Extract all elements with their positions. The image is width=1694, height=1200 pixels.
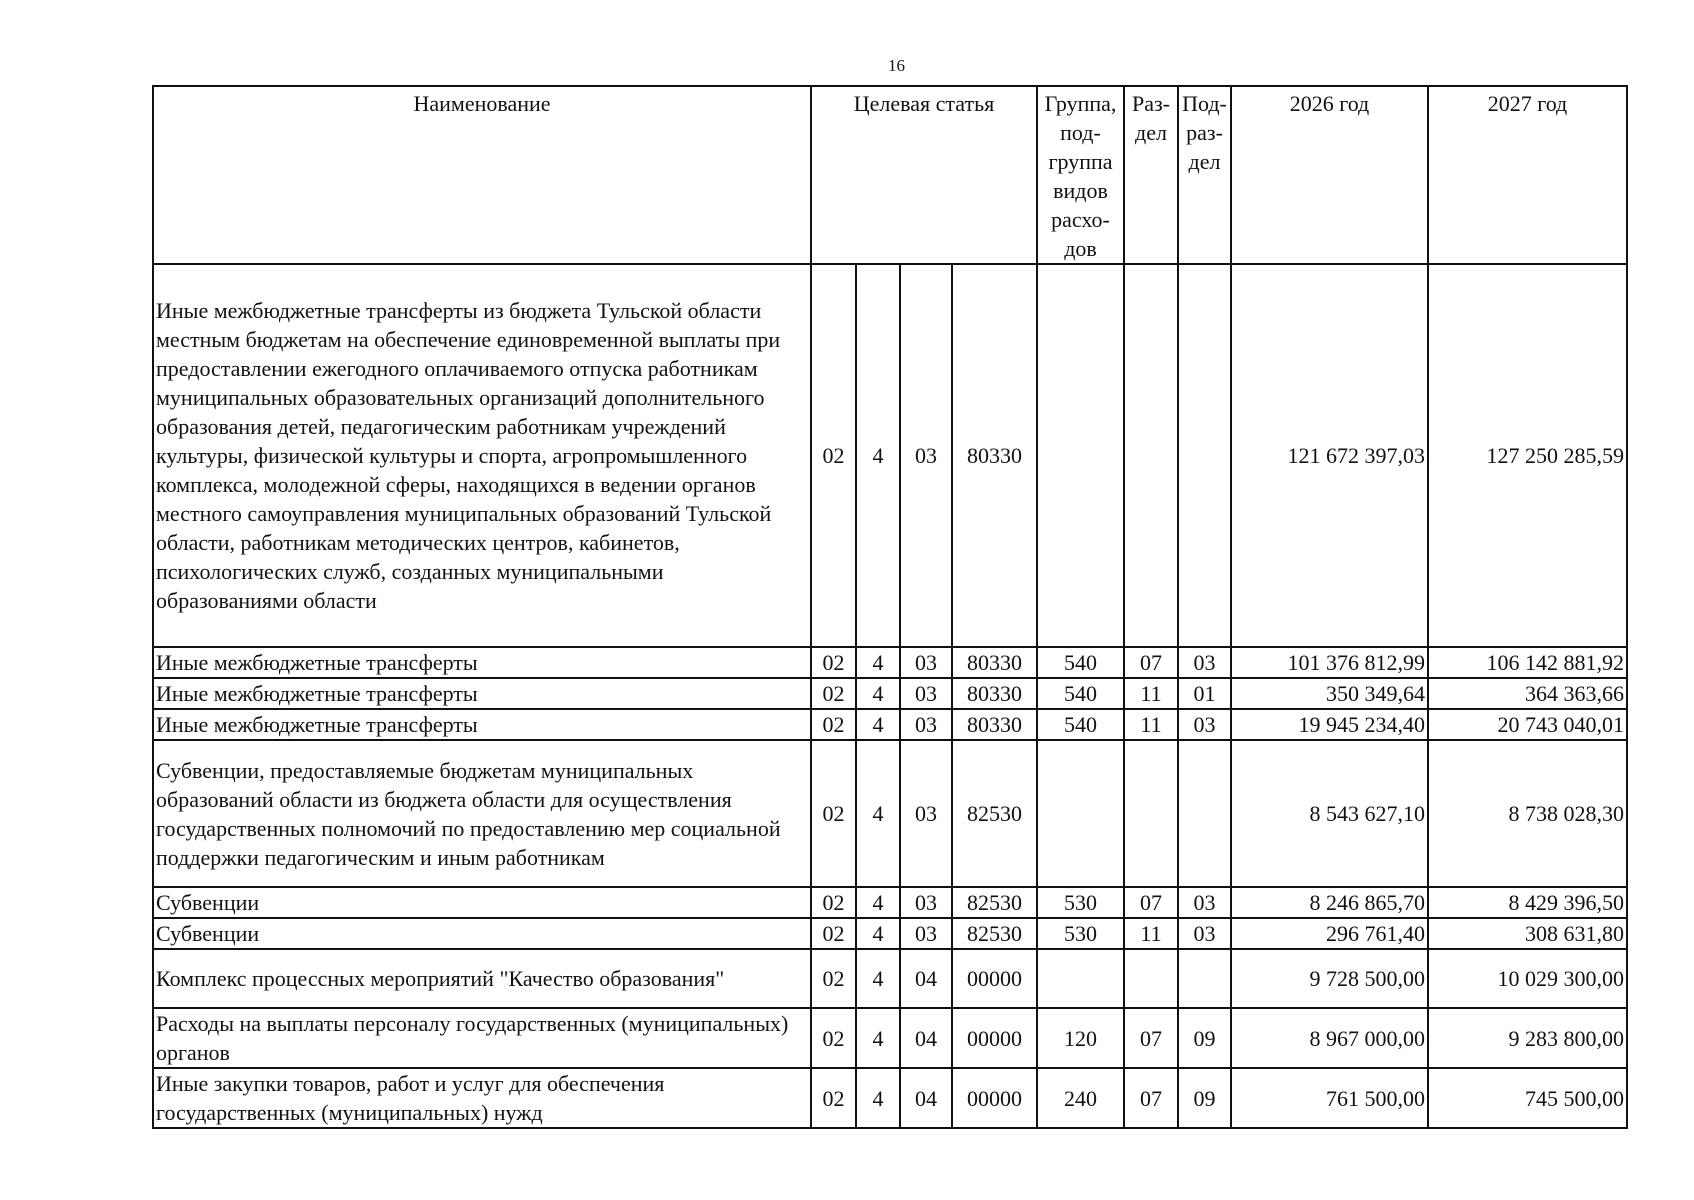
cell-y2027: 20 743 040,01	[1428, 709, 1627, 740]
cell-y2026: 19 945 234,40	[1231, 709, 1428, 740]
cell-section: 07	[1124, 1068, 1178, 1128]
cell-t2: 4	[856, 678, 900, 709]
cell-t3: 04	[900, 1008, 952, 1068]
cell-group: 530	[1037, 918, 1124, 949]
table-row	[153, 918, 1627, 949]
cell-y2027: 364 363,66	[1428, 678, 1627, 709]
cell-t3: 03	[900, 264, 952, 647]
cell-t2: 4	[856, 1008, 900, 1068]
cell-name: Расходы на выплаты персоналу государственных (муниципальных) органов	[153, 1008, 811, 1068]
cell-section	[1124, 264, 1178, 647]
cell-y2026: 296 761,40	[1231, 918, 1428, 949]
cell-y2026: 9 728 500,00	[1231, 949, 1428, 1008]
table-row	[153, 1068, 1627, 1128]
cell-t4: 00000	[952, 1068, 1037, 1128]
header-2027: 2027 год	[1428, 86, 1627, 264]
cell-y2026: 8 967 000,00	[1231, 1008, 1428, 1068]
cell-subsection	[1178, 264, 1231, 647]
cell-y2027: 308 631,80	[1428, 918, 1627, 949]
cell-name: Иные закупки товаров, работ и услуг для обеспечения государственных (муниципальных) нужд	[153, 1068, 811, 1128]
cell-t1: 02	[811, 949, 856, 1008]
cell-y2027: 9 283 800,00	[1428, 1008, 1627, 1068]
cell-t2: 4	[856, 740, 900, 887]
cell-t1: 02	[811, 709, 856, 740]
table-row	[153, 740, 1627, 887]
cell-t4: 80330	[952, 678, 1037, 709]
header-name: Наименование	[153, 86, 811, 264]
cell-group	[1037, 740, 1124, 887]
cell-subsection: 01	[1178, 678, 1231, 709]
header-section: Раз- дел	[1124, 86, 1178, 264]
cell-t1: 02	[811, 740, 856, 887]
cell-t1: 02	[811, 1008, 856, 1068]
cell-section: 07	[1124, 647, 1178, 678]
cell-subsection: 03	[1178, 918, 1231, 949]
table-row	[153, 709, 1627, 740]
cell-t4: 82530	[952, 887, 1037, 918]
cell-subsection: 03	[1178, 647, 1231, 678]
cell-t4: 80330	[952, 647, 1037, 678]
cell-t2: 4	[856, 949, 900, 1008]
cell-t1: 02	[811, 887, 856, 918]
cell-y2027: 106 142 881,92	[1428, 647, 1627, 678]
cell-subsection: 09	[1178, 1008, 1231, 1068]
cell-t4: 80330	[952, 709, 1037, 740]
header-group: Группа, под- группа видов расхо- дов	[1037, 86, 1124, 264]
cell-y2026: 8 543 627,10	[1231, 740, 1428, 887]
cell-t2: 4	[856, 709, 900, 740]
cell-section: 07	[1124, 887, 1178, 918]
cell-t1: 02	[811, 264, 856, 647]
cell-group: 530	[1037, 887, 1124, 918]
cell-t3: 03	[900, 740, 952, 887]
cell-group: 540	[1037, 647, 1124, 678]
cell-y2026: 350 349,64	[1231, 678, 1428, 709]
header-subsection: Под- раз- дел	[1178, 86, 1231, 264]
cell-section: 11	[1124, 678, 1178, 709]
cell-subsection: 03	[1178, 887, 1231, 918]
cell-name: Иные межбюджетные трансферты	[153, 647, 811, 678]
cell-t1: 02	[811, 678, 856, 709]
cell-name: Иные межбюджетные трансферты	[153, 709, 811, 740]
cell-name: Субвенции	[153, 887, 811, 918]
header-target: Целевая статья	[811, 86, 1037, 264]
cell-t4: 82530	[952, 918, 1037, 949]
cell-t4: 80330	[952, 264, 1037, 647]
table-row	[153, 949, 1627, 1008]
cell-name: Субвенции	[153, 918, 811, 949]
cell-y2026: 8 246 865,70	[1231, 887, 1428, 918]
table-row	[153, 678, 1627, 709]
cell-group: 540	[1037, 678, 1124, 709]
header-row	[153, 86, 1627, 264]
cell-t3: 03	[900, 678, 952, 709]
table-row	[153, 647, 1627, 678]
cell-t2: 4	[856, 887, 900, 918]
cell-subsection	[1178, 949, 1231, 1008]
cell-subsection: 09	[1178, 1068, 1231, 1128]
cell-group: 540	[1037, 709, 1124, 740]
cell-y2027: 745 500,00	[1428, 1068, 1627, 1128]
cell-t3: 04	[900, 949, 952, 1008]
cell-y2026: 121 672 397,03	[1231, 264, 1428, 647]
cell-name: Иные межбюджетные трансферты из бюджета Тульской области местным бюджетам на обеспечение единовременной выплаты при предоставлении ежегодного оплачиваемого отпуска работникам муниципальных образовательных организаций дополнительного образования детей, педагогическим работникам учреждений культуры, физической культуры и спорта, агропромышленного комплекса, молодежной сферы, находящихся в ведении органов местного самоуправления муниципальных образований Тульской области, работникам методических центров, кабинетов, психологических служб, созданных муниципальными образованиями области	[153, 264, 811, 647]
cell-y2027: 127 250 285,59	[1428, 264, 1627, 647]
cell-section	[1124, 740, 1178, 887]
page-number: 16	[888, 56, 905, 75]
cell-y2027: 10 029 300,00	[1428, 949, 1627, 1008]
cell-t3: 04	[900, 1068, 952, 1128]
table-row	[153, 887, 1627, 918]
cell-t3: 03	[900, 887, 952, 918]
cell-subsection	[1178, 740, 1231, 887]
table-row	[153, 1008, 1627, 1068]
cell-group	[1037, 264, 1124, 647]
cell-y2027: 8 429 396,50	[1428, 887, 1627, 918]
cell-group: 120	[1037, 1008, 1124, 1068]
cell-t2: 4	[856, 1068, 900, 1128]
cell-group: 240	[1037, 1068, 1124, 1128]
cell-t2: 4	[856, 918, 900, 949]
cell-t4: 00000	[952, 1008, 1037, 1068]
cell-group	[1037, 949, 1124, 1008]
cell-y2026: 101 376 812,99	[1231, 647, 1428, 678]
cell-t1: 02	[811, 647, 856, 678]
cell-name: Субвенции, предоставляемые бюджетам муниципальных образований области из бюджета области для осуществления государственных полномочий по предоставлению мер социальной поддержки педагогическим и иным работникам	[153, 740, 811, 887]
cell-name: Иные межбюджетные трансферты	[153, 678, 811, 709]
table-row	[153, 264, 1627, 647]
header-2026: 2026 год	[1231, 86, 1428, 264]
cell-t4: 00000	[952, 949, 1037, 1008]
cell-section: 11	[1124, 709, 1178, 740]
cell-t4: 82530	[952, 740, 1037, 887]
cell-t3: 03	[900, 647, 952, 678]
cell-subsection: 03	[1178, 709, 1231, 740]
cell-t2: 4	[856, 264, 900, 647]
cell-section	[1124, 949, 1178, 1008]
cell-t3: 03	[900, 918, 952, 949]
cell-section: 11	[1124, 918, 1178, 949]
cell-t1: 02	[811, 918, 856, 949]
cell-t1: 02	[811, 1068, 856, 1128]
cell-section: 07	[1124, 1008, 1178, 1068]
cell-t2: 4	[856, 647, 900, 678]
cell-y2027: 8 738 028,30	[1428, 740, 1627, 887]
cell-t3: 03	[900, 709, 952, 740]
cell-name: Комплекс процессных мероприятий "Качество образования"	[153, 949, 811, 1008]
budget-table	[152, 85, 1628, 1129]
cell-y2026: 761 500,00	[1231, 1068, 1428, 1128]
